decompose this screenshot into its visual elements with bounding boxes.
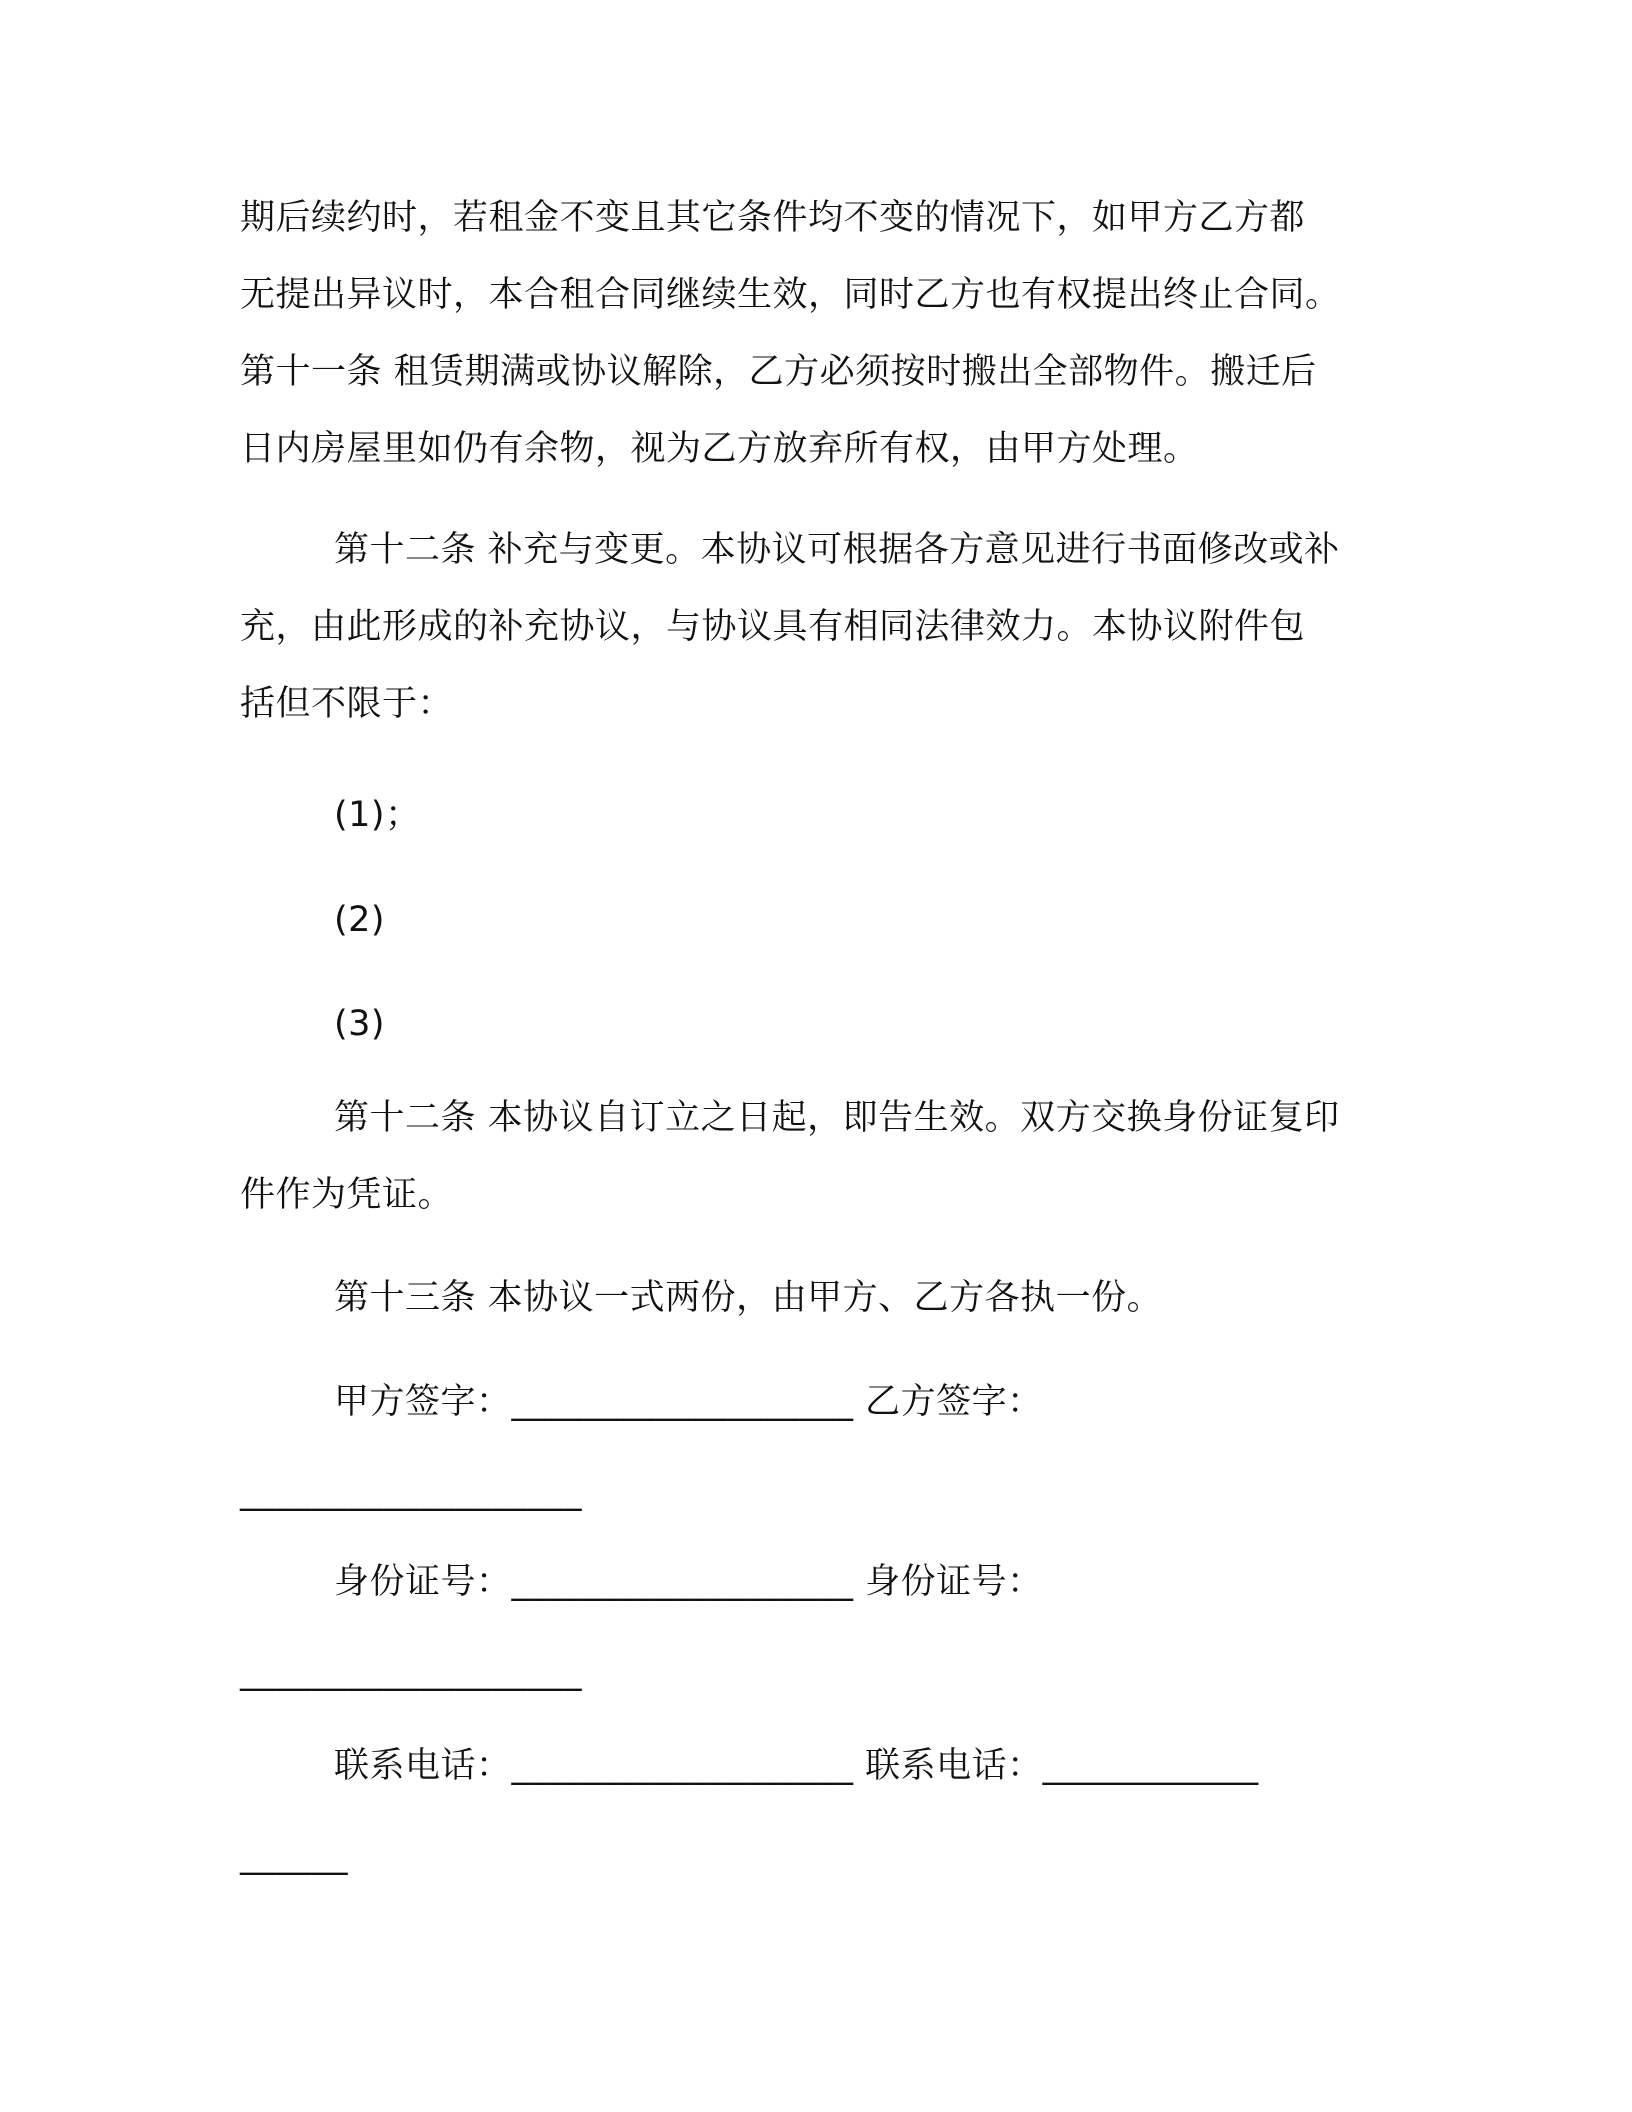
list-item: (3) bbox=[334, 1004, 386, 1044]
text-line: 充，由此形成的补充协议，与协议具有相同法律效力。本协议附件包 bbox=[240, 607, 1306, 647]
text-line: 件作为凭证。 bbox=[240, 1175, 454, 1215]
phone-blank: ______ bbox=[240, 1836, 348, 1876]
text-line: 日内房屋里如仍有余物，视为乙方放弃所有权，由甲方处理。 bbox=[240, 429, 1199, 469]
phone-line: 联系电话：___________________ 联系电话：____________ bbox=[334, 1746, 1259, 1786]
list-item: (1)； bbox=[334, 795, 421, 835]
text-line: 第十一条 租赁期满或协议解除，乙方必须按时搬出全部物件。搬迁后 bbox=[240, 352, 1317, 392]
list-item: (2) bbox=[334, 900, 386, 940]
signature-blank: ___________________ bbox=[240, 1472, 582, 1512]
text-line: 括但不限于： bbox=[240, 684, 454, 724]
id-number-blank: ___________________ bbox=[240, 1652, 582, 1692]
id-number-line: 身份证号：___________________ 身份证号： bbox=[334, 1562, 1043, 1602]
text-line: 第十三条 本协议一式两份，由甲方、乙方各执一份。 bbox=[334, 1278, 1163, 1318]
text-line: 第十二条 本协议自订立之日起，即告生效。双方交换身份证复印 bbox=[334, 1098, 1340, 1138]
text-line: 无提出异议时，本合租合同继续生效，同时乙方也有权提出终止合同。 bbox=[240, 275, 1341, 315]
text-line: 期后续约时，若租金不变且其它条件均不变的情况下，如甲方乙方都 bbox=[240, 198, 1306, 238]
text-line: 第十二条 补充与变更。本协议可根据各方意见进行书面修改或补 bbox=[334, 530, 1340, 570]
signature-line: 甲方签字：___________________ 乙方签字： bbox=[334, 1382, 1043, 1422]
